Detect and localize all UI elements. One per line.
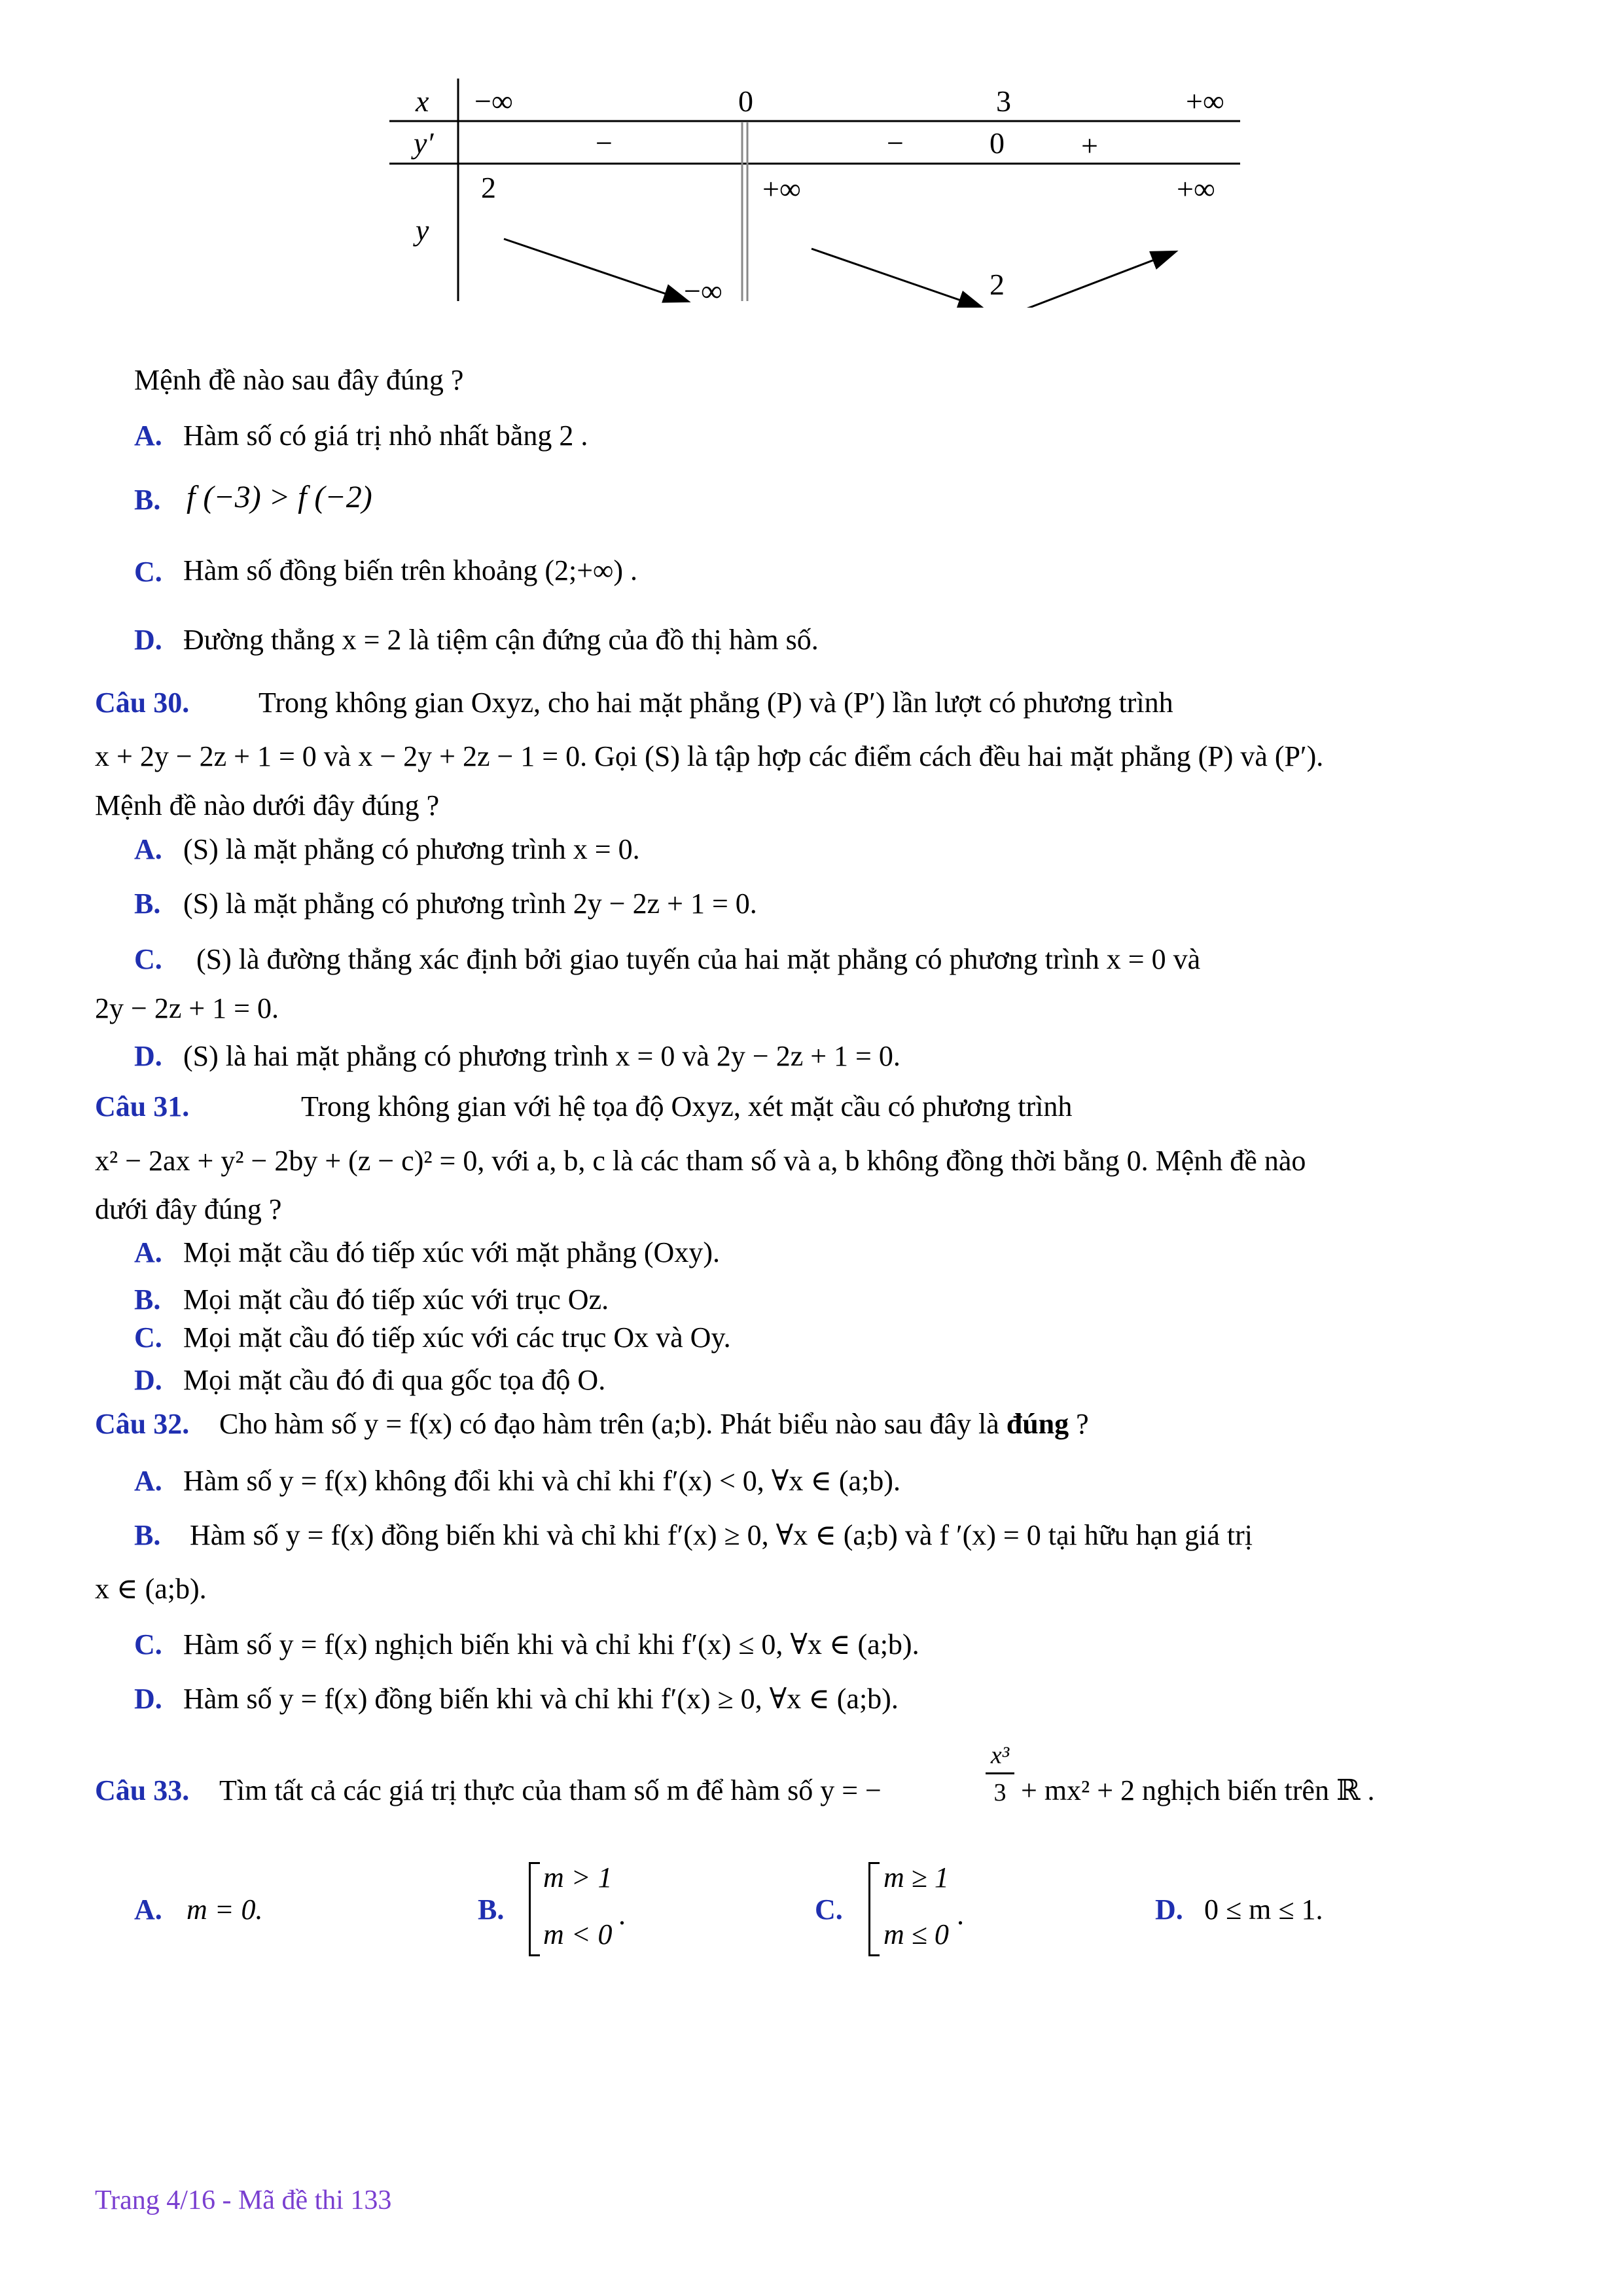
q31-option-c-text: Mọi mặt cầu đó tiếp xúc với các trục Ox và Oy. xyxy=(183,1321,731,1354)
q33-option-c-line2: m ≤ 0 xyxy=(883,1918,949,1950)
x-value-pos-inf: +∞ xyxy=(1186,84,1224,118)
yprime-zero: 0 xyxy=(990,126,1005,160)
q32-option-c-label: C. xyxy=(134,1628,162,1660)
q30-line1: Trong không gian Oxyz, cho hai mặt phẳng (P) và (P′) lần lượt có phương trình xyxy=(259,687,1173,719)
q32-option-b-cont: x ∈ (a;b). xyxy=(95,1573,207,1605)
q33-option-c-tail: . xyxy=(957,1899,964,1931)
y-value-neg-inf: −∞ xyxy=(684,274,722,308)
q31-option-c-label: C. xyxy=(134,1321,162,1354)
table-x-label: x xyxy=(416,84,429,118)
q31-option-b-text: Mọi mặt cầu đó tiếp xúc với trục Oz. xyxy=(183,1283,609,1316)
q33-label: Câu 33. xyxy=(95,1774,190,1806)
q33-fraction xyxy=(986,1741,1014,1807)
variation-table xyxy=(0,0,1623,308)
q30-option-a-text: (S) là mặt phẳng có phương trình x = 0. xyxy=(183,833,640,865)
q29-option-c-label: C. xyxy=(134,556,162,588)
q33-option-b-bracket xyxy=(529,1862,540,1956)
x-value-3: 3 xyxy=(996,84,1011,118)
y-value-start: 2 xyxy=(481,171,496,204)
q33-fraction-numerator: x³ xyxy=(990,1742,1010,1769)
arrow-decrease-2 xyxy=(812,249,982,308)
q31-line3: dưới đây đúng ? xyxy=(95,1193,282,1225)
q32-option-b-label: B. xyxy=(134,1519,161,1551)
q33-option-a-label: A. xyxy=(134,1893,162,1926)
q33-option-c-line1: m ≥ 1 xyxy=(883,1861,949,1893)
q29-option-b-label: B. xyxy=(134,484,161,516)
q30-option-b-text: (S) là mặt phẳng có phương trình 2y − 2z + 1 = 0. xyxy=(183,888,757,920)
q31-option-b-label: B. xyxy=(134,1283,161,1316)
yprime-sign-1: − xyxy=(596,126,613,160)
q32-option-b-text: Hàm số y = f(x) đồng biến khi và chỉ khi f′(x) ≥ 0, ∀x ∈ (a;b) và f ′(x) = 0 tại hữu hạn giá trị xyxy=(190,1519,1253,1551)
q30-line2: x + 2y − 2z + 1 = 0 và x − 2y + 2z − 1 = 0. Gọi (S) là tập hợp các điểm cách đều hai mặt phẳng (P) và (P′). xyxy=(95,740,1324,772)
y-value-pos-inf-right-of-0: +∞ xyxy=(762,172,801,206)
q29-option-d-text: Đường thẳng x = 2 là tiệm cận đứng của đồ thị hàm số. xyxy=(183,624,819,656)
arrow-increase xyxy=(1021,252,1175,308)
table-y-label: y xyxy=(416,213,429,247)
q33-option-b-line2: m < 0 xyxy=(543,1918,613,1950)
q32-option-d-text: Hàm số y = f(x) đồng biến khi và chỉ khi f′(x) ≥ 0, ∀x ∈ (a;b). xyxy=(183,1683,899,1715)
q33-option-b-label: B. xyxy=(478,1893,505,1926)
q33-option-c-label: C. xyxy=(815,1893,843,1926)
q32-line1 xyxy=(219,1407,1089,1441)
q31-label: Câu 31. xyxy=(95,1090,190,1122)
q29-option-b-text: f (−3) > f (−2) xyxy=(187,480,372,514)
q33-option-d-text: 0 ≤ m ≤ 1. xyxy=(1204,1893,1323,1926)
q31-line1: Trong không gian với hệ tọa độ Oxyz, xét mặt cầu có phương trình xyxy=(301,1090,1073,1122)
q32-option-a-label: A. xyxy=(134,1465,162,1497)
q30-option-a-label: A. xyxy=(134,833,162,865)
y-value-end: +∞ xyxy=(1177,172,1215,206)
yprime-sign-2: − xyxy=(887,126,904,160)
q29-prompt: Mệnh đề nào sau đây đúng ? xyxy=(134,364,464,396)
q29-option-a-label: A. xyxy=(134,420,162,452)
q32-label: Câu 32. xyxy=(95,1408,190,1440)
page-footer: Trang 4/16 - Mã đề thi 133 xyxy=(95,2185,392,2215)
q31-option-d-text: Mọi mặt cầu đó đi qua gốc tọa độ O. xyxy=(183,1364,606,1396)
q30-option-d-text: (S) là hai mặt phẳng có phương trình x = 0 và 2y − 2z + 1 = 0. xyxy=(183,1040,901,1072)
x-value-0: 0 xyxy=(738,84,753,118)
q30-option-d-label: D. xyxy=(134,1040,162,1072)
q33-option-b-tail: . xyxy=(618,1899,626,1931)
q29-option-c-text: Hàm số đồng biến trên khoảng (2;+∞) . xyxy=(183,554,638,586)
q29-option-d-label: D. xyxy=(134,624,162,656)
x-value-neg-inf: −∞ xyxy=(474,84,513,118)
q33-option-a-text: m = 0. xyxy=(187,1893,263,1926)
q31-option-d-label: D. xyxy=(134,1364,162,1396)
q33-fraction-denominator: 3 xyxy=(993,1779,1007,1806)
q32-line1-b: ? xyxy=(1076,1408,1089,1440)
q32-option-c-text: Hàm số y = f(x) nghịch biến khi và chỉ khi f′(x) ≤ 0, ∀x ∈ (a;b). xyxy=(183,1628,919,1660)
q30-option-c-text: (S) là đường thẳng xác định bởi giao tuyến của hai mặt phẳng có phương trình x = 0 và xyxy=(196,943,1201,975)
q33-option-d-label: D. xyxy=(1155,1893,1183,1926)
q30-option-c-cont: 2y − 2z + 1 = 0. xyxy=(95,992,279,1024)
q30-option-b-label: B. xyxy=(134,888,161,920)
table-yprime-label: y′ xyxy=(414,126,434,160)
q32-line1-bold: đúng xyxy=(1006,1408,1069,1440)
q33-option-b-line1: m > 1 xyxy=(543,1861,613,1893)
variation-table-lines xyxy=(0,0,1623,308)
q33-text-a: Tìm tất cả các giá trị thực của tham số m để hàm số y = − xyxy=(219,1774,882,1806)
q30-label: Câu 30. xyxy=(95,687,190,719)
q31-option-a-text: Mọi mặt cầu đó tiếp xúc với mặt phẳng (Oxy). xyxy=(183,1236,720,1268)
q30-line3: Mệnh đề nào dưới đây đúng ? xyxy=(95,789,440,821)
yprime-sign-3: + xyxy=(1081,129,1098,162)
q31-line2: x² − 2ax + y² − 2by + (z − c)² = 0, với a, b, c là các tham số và a, b không đồng thời bằng 0. Mệnh đề nào xyxy=(95,1145,1306,1177)
q33-option-c-bracket xyxy=(868,1862,880,1956)
q32-option-a-text: Hàm số y = f(x) không đổi khi và chỉ khi f′(x) < 0, ∀x ∈ (a;b). xyxy=(183,1465,901,1497)
q29-option-a-text: Hàm số có giá trị nhỏ nhất bằng 2 . xyxy=(183,420,588,452)
q31-option-a-label: A. xyxy=(134,1236,162,1268)
q33-text-b: + mx² + 2 nghịch biến trên ℝ . xyxy=(1021,1774,1375,1806)
q30-option-c-label: C. xyxy=(134,943,162,975)
y-value-min: 2 xyxy=(990,268,1005,301)
q32-option-d-label: D. xyxy=(134,1683,162,1715)
arrow-decrease-1 xyxy=(504,239,687,301)
q32-line1-a: Cho hàm số y = f(x) có đạo hàm trên (a;b). Phát biểu nào sau đây là xyxy=(219,1408,999,1440)
